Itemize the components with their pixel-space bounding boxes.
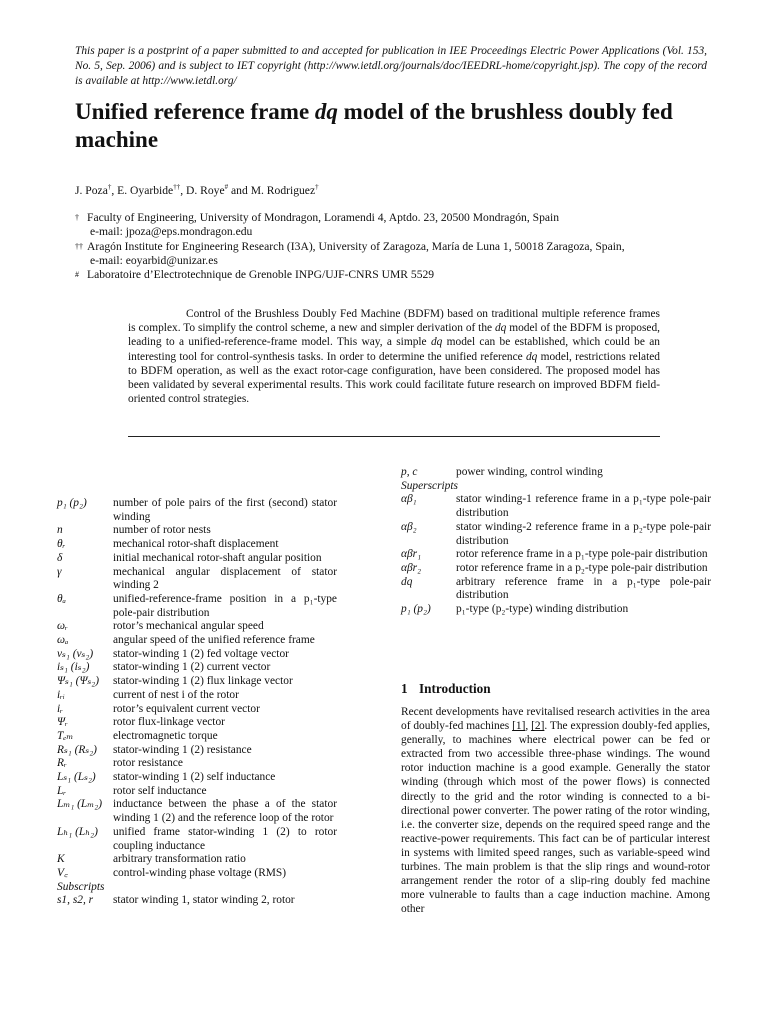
nomenclature-description: control-winding phase voltage (RMS)	[113, 866, 287, 879]
nomenclature-symbol: Rᵣ	[57, 757, 67, 770]
nomenclature-row	[57, 675, 337, 689]
nomenclature-description: arbitrary reference frame in a p₁-type pole-pair distribution	[456, 575, 711, 602]
nomenclature-section-heading: Superscripts	[401, 479, 458, 492]
nomenclature-description: number of rotor nests	[113, 524, 211, 537]
nomenclature-description: p₁-type (p₂-type) winding distribution	[456, 603, 629, 616]
title-italic-part: dq	[314, 99, 338, 124]
nomenclature-symbol: iₛ₁ (iₛ₂)	[57, 661, 90, 674]
nomenclature-symbol: αβ₁	[401, 493, 417, 506]
body-text: . The expression doubly-fed applies, generally, to machines where electrical power can be fed or extracted from two accessible three-phase windings. The wound rotor induction machine is a good example. Generally the stator winding (through which most of the power flows) is connected directly to the grid and the rotor winding is connected to a bi-directional power converter. The power rating of the rotor winding, i.e. the converter size, depends on the required speed range and the reactive-power requirements. This fact can be of particular interest in systems with limited speed ranges, such as variable-speed wind turbines. The main problem is that the slip rings and wound-rotor arrangement render the rotor of a slip-ring doubly fed machine more vulnerable to faults than a cage induction machine. Among other	[401, 720, 710, 916]
nomenclature-symbol: αβ₂	[401, 520, 417, 533]
nomenclature-symbol: n	[57, 524, 63, 537]
nomenclature-row	[57, 566, 337, 593]
nomenclature-description: stator-winding 1 (2) resistance	[113, 743, 252, 756]
nomenclature-row	[57, 771, 337, 785]
author-separator: ,	[111, 183, 118, 197]
author-name: D. Roye	[185, 183, 225, 197]
section-title: Introduction	[419, 681, 491, 696]
copyright-notice: This paper is a postprint of a paper submitted to and accepted for publication in IEE Proceedings Electric Power Applications (Vol. 153, No. 5, Sep. 2006) and is subject to IET copyright (http://www.ietdl.org/journals/doc/IEEDRL-home/copyright.jsp). The copy of the record is available at http://www.ietdl.org/	[75, 45, 707, 87]
author-affiliation-mark: #	[224, 183, 229, 191]
nomenclature-description: rotor reference frame in a p₁-type pole-pair distribution	[456, 548, 708, 561]
nomenclature-section-heading: Subscripts	[57, 880, 105, 893]
nomenclature-description: stator-winding 1 (2) flux linkage vector	[113, 675, 293, 688]
author-separator: and	[228, 183, 251, 197]
affiliation-mark: ††	[75, 242, 83, 251]
nomenclature-row	[401, 466, 711, 480]
nomenclature-description: inductance between the phase a of the stator winding 1 (2) and the reference loop of the rotor	[113, 798, 337, 825]
nomenclature-description: mechanical angular displacement of stator winding 2	[113, 565, 337, 592]
nomenclature-row	[57, 744, 337, 758]
nomenclature-row	[401, 548, 711, 562]
nomenclature-description: mechanical rotor-shaft displacement	[113, 538, 279, 551]
nomenclature-symbol: K	[57, 853, 65, 866]
citation-link[interactable]: [1]	[512, 720, 526, 733]
abstract-text: model can be established, which could be an interesting tool for control-synthesis tasks. In order to determine the unified reference	[128, 336, 660, 363]
nomenclature-description: rotor reference frame in a p₂-type pole-pair distribution	[456, 561, 708, 574]
title-part: model of the brushless doubly fed machine	[75, 99, 673, 152]
affiliation-line: Aragón Institute for Engineering Research (I3A), University of Zaragoza, María de Luna 1, 50018 Zaragoza, Spain,	[87, 240, 625, 253]
citation-link[interactable]: [2]	[531, 720, 545, 733]
nomenclature-description: initial mechanical rotor-shaft angular position	[113, 551, 322, 564]
abstract-italic-term: dq	[525, 350, 538, 363]
nomenclature-symbol: p₁ (p₂)	[57, 497, 87, 509]
author-affiliation-mark: †	[315, 183, 319, 191]
nomenclature-symbol: αβr₁	[401, 548, 422, 561]
nomenclature-symbol: V꜀	[57, 866, 68, 879]
nomenclature-row	[401, 603, 711, 617]
affiliation-email: e-mail: eoyarbid@unizar.es	[90, 254, 218, 267]
nomenclature-right-column	[401, 466, 711, 617]
nomenclature-description: rotor self inductance	[113, 784, 207, 797]
affiliation-line: Laboratoire d’Electrotechnique de Grenoble INPG/UJF-CNRS UMR 5529	[87, 268, 435, 281]
paper-title	[75, 98, 715, 154]
nomenclature-symbol: Ψᵣ	[57, 716, 68, 729]
author-name: M. Rodriguez	[250, 183, 316, 197]
nomenclature-description: current of nest i of the rotor	[113, 688, 239, 701]
nomenclature-row	[401, 562, 711, 576]
nomenclature-row	[57, 661, 337, 675]
nomenclature-row	[57, 785, 337, 799]
nomenclature-description: stator-winding 1 (2) fed voltage vector	[113, 647, 289, 660]
abstract-italic-term: dq	[430, 336, 443, 349]
nomenclature-description: stator-winding 1 (2) self inductance	[113, 771, 276, 784]
nomenclature-symbol: Ψₛ₁ (Ψₛ₂)	[57, 675, 100, 688]
abstract	[128, 307, 660, 406]
nomenclature-row	[57, 620, 337, 634]
nomenclature-symbol: ωᵣ	[57, 620, 68, 633]
affiliation-2	[75, 240, 715, 268]
nomenclature-symbol: Tₑₘ	[57, 729, 74, 742]
introduction-paragraph	[401, 705, 710, 916]
nomenclature-row	[401, 521, 711, 548]
nomenclature-description: stator-winding 1 (2) current vector	[113, 661, 271, 674]
nomenclature-description: power winding, control winding	[456, 466, 603, 478]
affiliation-email: e-mail: jpoza@eps.mondragon.edu	[90, 225, 253, 238]
author-list	[75, 183, 319, 197]
section-number: 1	[401, 681, 408, 696]
nomenclature-symbol: θₐ	[57, 592, 66, 605]
abstract-italic-term: dq	[494, 322, 507, 335]
nomenclature-description: electromagnetic torque	[113, 729, 218, 742]
nomenclature-row	[57, 826, 337, 853]
nomenclature-description: rotor’s equivalent current vector	[113, 702, 260, 715]
nomenclature-symbol: iᵣᵢ	[57, 688, 65, 701]
nomenclature-row	[57, 538, 337, 552]
nomenclature-symbol: γ	[57, 565, 62, 578]
nomenclature-symbol: Lₘ₁ (Lₘ₂)	[57, 798, 102, 811]
nomenclature-row	[57, 593, 337, 620]
nomenclature-symbol: p₁ (p₂)	[401, 603, 431, 616]
affiliation-mark: #	[75, 270, 79, 279]
nomenclature-row	[57, 730, 337, 744]
author-name: E. Oyarbide	[117, 183, 174, 197]
nomenclature-symbol: αβr₂	[401, 561, 422, 574]
nomenclature-row	[57, 703, 337, 717]
nomenclature-left-column	[57, 497, 337, 908]
body-text: ,	[525, 720, 532, 733]
author-affiliation-mark: ††	[173, 183, 181, 191]
nomenclature-symbol: p, c	[401, 466, 418, 478]
nomenclature-symbol: Lₛ₁ (Lₛ₂)	[57, 771, 96, 784]
body-text: Recent developments have revitalised research activities in the area of doubly-fed machines	[401, 706, 710, 733]
nomenclature-description: rotor flux-linkage vector	[113, 716, 225, 729]
author-affiliation-mark: †	[107, 183, 112, 191]
nomenclature-description: angular speed of the unified reference frame	[113, 634, 315, 647]
nomenclature-row	[57, 853, 337, 867]
abstract-divider	[128, 436, 660, 437]
title-part: Unified reference frame	[75, 99, 315, 124]
abstract-text: Control of the Brushless Doubly Fed Machine (BDFM) based on traditional multiple reference frames is complex. To simplify the control scheme, a new and simpler derivation of the	[128, 308, 660, 335]
nomenclature-description: unified-reference-frame position in a p₁-type pole-pair distribution	[113, 592, 337, 619]
nomenclature-row	[57, 552, 337, 566]
nomenclature-row	[57, 867, 337, 881]
affiliation-mark: †	[75, 213, 79, 222]
nomenclature-description: rotor resistance	[113, 757, 183, 770]
nomenclature-row	[401, 576, 711, 603]
nomenclature-description: number of pole pairs of the first (second) stator winding	[113, 497, 337, 523]
nomenclature-symbol: s1, s2, r	[57, 894, 94, 907]
nomenclature-symbol: δ	[57, 551, 63, 564]
nomenclature-symbol: Lᵣ	[57, 784, 67, 797]
nomenclature-row	[57, 497, 337, 524]
affiliation-1	[75, 211, 715, 239]
nomenclature-description: rotor’s mechanical angular speed	[113, 620, 264, 633]
nomenclature-row	[57, 894, 337, 908]
abstract-text: model of the BDFM is proposed, leading to a unified-reference-frame model. This way, a simple	[128, 322, 660, 349]
nomenclature-row	[57, 798, 337, 825]
nomenclature-row	[57, 689, 337, 703]
section-heading	[401, 681, 491, 697]
nomenclature-symbol: Rₛ₁ (Rₛ₂)	[57, 743, 97, 756]
nomenclature-row	[57, 524, 337, 538]
affiliation-line: Faculty of Engineering, University of Mondragon, Loramendi 4, Aptdo. 23, 20500 Mondragón, Spain	[87, 211, 560, 224]
nomenclature-row	[57, 757, 337, 771]
nomenclature-symbol: ωₐ	[57, 634, 69, 647]
nomenclature-description: stator winding-2 reference frame in a p₂-type pole-pair distribution	[456, 520, 711, 547]
nomenclature-description: arbitrary transformation ratio	[113, 853, 246, 866]
nomenclature-row	[57, 634, 337, 648]
nomenclature-symbol: θᵣ	[57, 538, 66, 551]
abstract-text: model, restrictions related to BDFM operation, as well as the exact rotor-cage configuration, have been considered. The proposed model has been validated by several experimental results. This work could facilitate future research on improved BDFM field-oriented control strategies.	[128, 350, 660, 406]
nomenclature-row	[57, 648, 337, 662]
affiliation-3	[75, 268, 715, 282]
author-separator: ,	[180, 183, 186, 197]
author-name: J. Poza	[75, 183, 108, 197]
nomenclature-symbol: vₛ₁ (vₛ₂)	[57, 647, 94, 660]
nomenclature-description: unified frame stator-winding 1 (2) to rotor coupling inductance	[113, 825, 337, 852]
nomenclature-description: stator winding 1, stator winding 2, rotor	[113, 894, 295, 907]
nomenclature-symbol: iᵣ	[57, 702, 63, 715]
nomenclature-row	[57, 716, 337, 730]
nomenclature-symbol: Lₕ₁ (Lₕ₂)	[57, 825, 98, 838]
nomenclature-symbol: dq	[401, 575, 413, 588]
nomenclature-row	[401, 493, 711, 520]
nomenclature-description: stator winding-1 reference frame in a p₁-type pole-pair distribution	[456, 493, 711, 520]
